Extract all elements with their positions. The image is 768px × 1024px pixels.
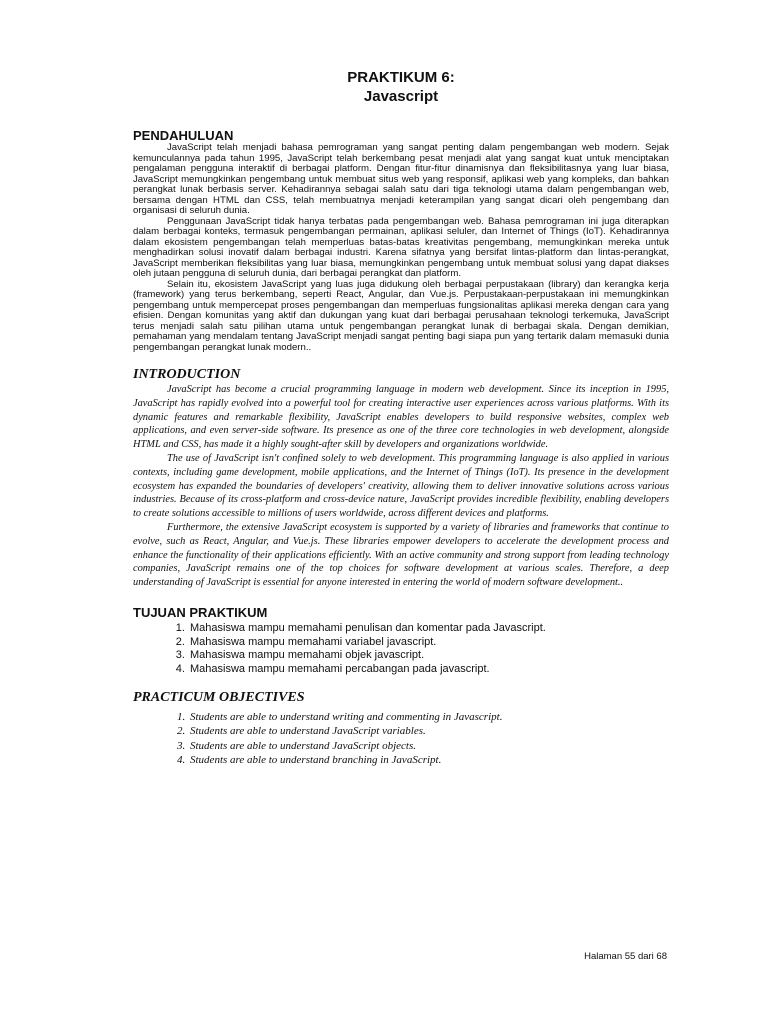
list-item: 1. Mahasiswa mampu memahami penulisan dan komentar pada Javascript. — [188, 622, 669, 636]
pendahuluan-paragraph-3: Selain itu, ekosistem JavaScript yang luas juga didukung oleh berbagai perpustakaan (library) dan kerangka kerja (framework) yang terus berkembang, seperti React, Angular, dan Vue.js. Perpustakaan-perpustakaan ini memungkinkan pengembang untuk mempercepat proses pengembangan dan memperluas fungsionalitas aplikasi mereka dengan cara yang efisien. Dengan komunitas yang aktif dan dukungan yang kuat dari berbagai perusahaan teknologi terkemuka, JavaScript terus menjadi salah satu pilihan utama untuk pengembangan perangkat lunak di berbagai skala. Dengan demikian, pemahaman yang mendalam tentang JavaScript menjadi sangat penting bagi siapa pun yang tertarik dalam memasuki dunia pengembangan perangkat lunak modern.. — [133, 278, 669, 353]
document-page — [133, 68, 669, 768]
list-item: 3. Mahasiswa mampu memahami objek javascript. — [188, 649, 669, 663]
list-item: 4. Students are able to understand branching in JavaScript. — [188, 753, 669, 768]
introduction-heading: INTRODUCTION — [133, 367, 241, 382]
list-item: 3. Students are able to understand JavaScript objects. — [188, 739, 669, 754]
list-item: 2. Mahasiswa mampu memahami variabel javascript. — [188, 636, 669, 650]
list-item: 4. Mahasiswa mampu memahami percabangan pada javascript. — [188, 663, 669, 677]
introduction-paragraph-3: Furthermore, the extensive JavaScript ecosystem is supported by a variety of libraries and frameworks that continue to evolve, such as React, Angular, and Vue.js. These libraries empower developers to accelerate the development process and enhance the functionality of their applications efficiently. With an active community and strong support from leading technology companies, JavaScript remains one of the top choices for software development at various scales. Therefore, a deep understanding of JavaScript is essential for anyone interested in entering the world of modern software development.. — [133, 521, 669, 589]
objectives-section — [133, 690, 669, 768]
introduction-paragraph-1: JavaScript has become a crucial programming language in modern web development. Since its inception in 1995, JavaScript has rapidly evolved into a powerful tool for creating interactive user experiences across various platforms. With its dynamic features and remarkable flexibility, JavaScript enables developers to build responsive websites, complex web applications, and even server-side software. Its presence as one of the three core technologies in web development, alongside HTML and CSS, has made it a highly sought-after skill by developers and organizations worldwide. — [133, 384, 669, 451]
introduction-section — [133, 367, 669, 590]
tujuan-heading: TUJUAN PRAKTIKUM — [133, 604, 268, 620]
introduction-paragraph-2: The use of JavaScript isn't confined solely to web development. This programming language is also applied in various contexts, including game development, mobile applications, and the Internet of Things (IoT). Its presence in the development ecosystem has expanded the boundaries of developers' creativity, allowing them to deliver innovative solutions across various industries. Because of its cross-platform and cross-device nature, JavaScript provides incredible flexibility, enabling developers to create solutions accessible to millions of users worldwide, across different devices and platforms. — [133, 452, 669, 520]
list-item: 2. Students are able to understand JavaScript variables. — [188, 724, 669, 739]
page-number: Halaman 55 dari 68 — [584, 951, 667, 962]
pendahuluan-paragraph-2: Penggunaan JavaScript tidak hanya terbatas pada pengembangan web. Bahasa pemrograman ini juga diterapkan dalam berbagai konteks, termasuk pengembangan permainan, aplikasi seluler, dan Internet of Things (IoT). Kehadirannya dalam ekosistem pengembangan telah memperluas batas-batas kreativitas pengembang, memungkinkan mereka untuk menghadirkan solusi inovatif dalam berbagai industri. Karena sifatnya yang bersifat lintas-platform dan lintas-perangkat, JavaScript memberikan fleksibilitas yang luar biasa, memungkinkan pengembang untuk membuat solusi yang dapat diakses oleh jutaan pengguna di seluruh dunia, dari berbagai perangkat dan platform. — [133, 215, 669, 279]
objectives-list — [133, 710, 669, 768]
pendahuluan-paragraph-1: JavaScript telah menjadi bahasa pemrograman yang sangat penting dalam pengembangan web modern. Sejak kemunculannya pada tahun 1995, JavaScript telah berkembang pesat menjadi alat yang sangat kuat untuk menciptakan pengalaman pengguna interaktif di berbagai platform. Dengan fitur-fitur dinamisnya dan fleksibilitasnya yang luar biasa, JavaScript memungkinkan pengembang untuk membuat situs web yang responsif, aplikasi web yang kompleks, dan bahkan perangkat lunak berbasis server. Kehadirannya sebagai salah satu dari tiga teknologi utama dalam pengembangan web, bersama dengan HTML dan CSS, telah membuatnya menjadi keterampilan yang sangat dicari oleh pengembang dan organisasi di seluruh dunia. — [133, 142, 669, 216]
list-item: 1. Students are able to understand writing and commenting in Javascript. — [188, 710, 669, 725]
objectives-heading: PRACTICUM OBJECTIVES — [133, 689, 305, 705]
page-subtitle: Javascript — [363, 88, 439, 105]
page-title: PRAKTIKUM 6: — [347, 69, 455, 86]
tujuan-list — [133, 622, 669, 677]
title-block — [133, 68, 669, 106]
pendahuluan-heading: PENDAHULUAN — [133, 128, 234, 143]
pendahuluan-section — [133, 128, 669, 353]
tujuan-section — [133, 605, 669, 677]
